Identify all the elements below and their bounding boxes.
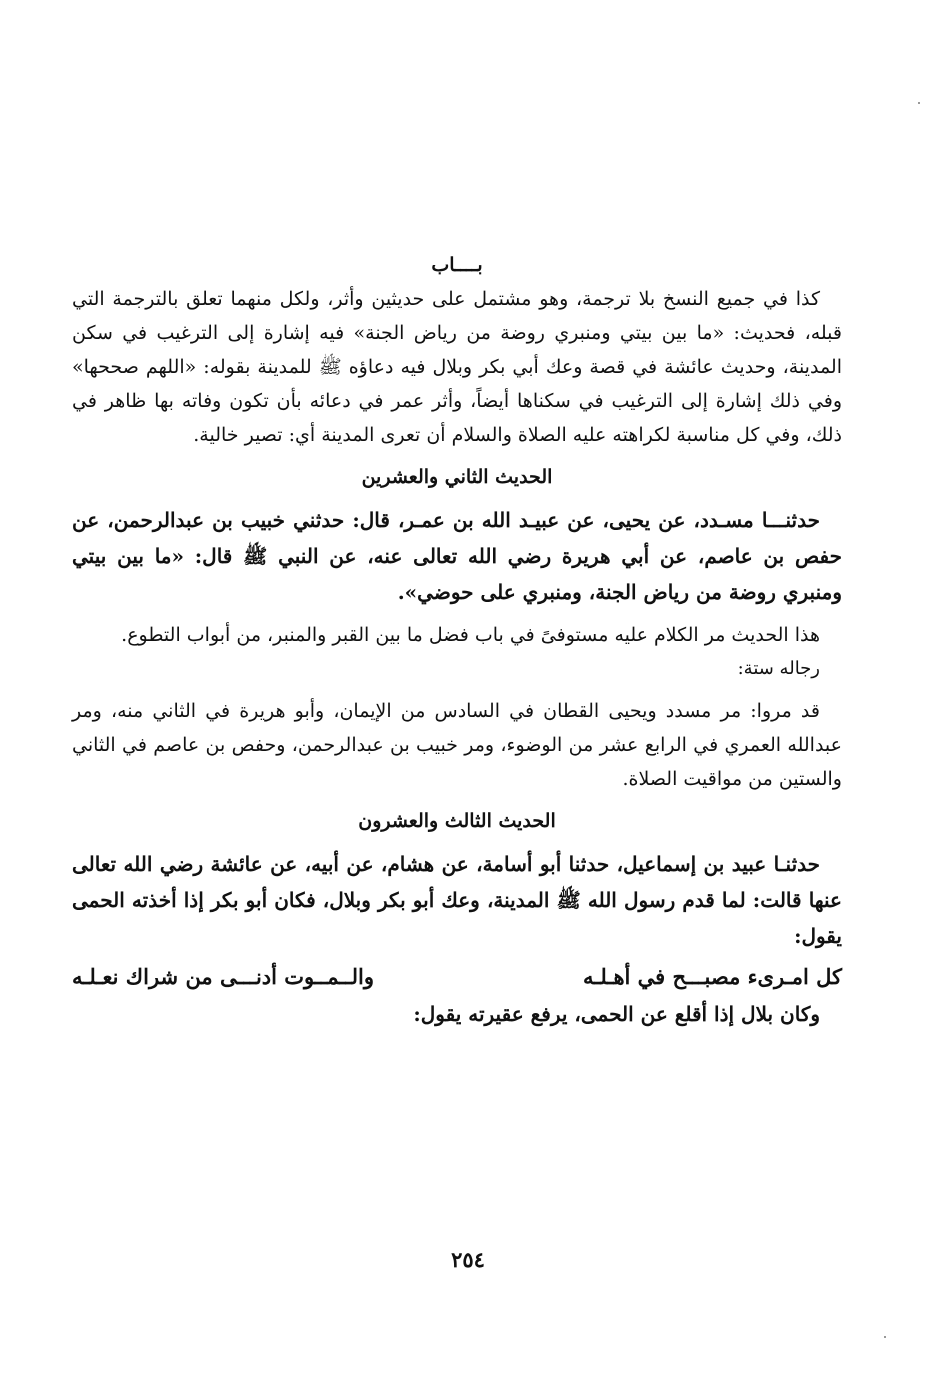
scan-speck [918, 102, 920, 104]
scan-speck [884, 1336, 886, 1338]
hadith-22-commentary: هذا الحديث مر الكلام عليه مستوفىً في باب فضل ما بين القبر والمنبر، من أبواب التطوع. [121, 624, 820, 646]
chapter-heading: بــــاب [431, 254, 483, 276]
hadith-23-text: حدثنـا عبيد بن إسماعيل، حدثنا أبو أسامة، عن هشام، عن أبيه، عن عائشة رضي الله تعالى عنها قالت: لما قدم رسول الله ﷺ المدينة، وعك أبو بكر وبلال، فكان أبو بكر إذا أخذته الحمى يقول: [72, 852, 842, 948]
verse-line [72, 958, 842, 996]
hadith-23-heading: الحديث الثالث والعشرون [358, 810, 556, 832]
verse-second-hemistich: والــمــوت أدنـــى من شراك نعـلـه [72, 964, 375, 989]
hadith-22-text: حدثنـــا مسـدد، عن يحيى، عن عبيـد الله بن عمـر، قال: حدثني خبيب بن عبدالرحمن، عن حفص بن عاصم، عن أبي هريرة رضي الله تعالى عنه، عن النبي ﷺ قال: «ما بين بيتي ومنبري روضة من رياض الجنة، ومنبري على حوضي». [72, 508, 842, 604]
verse-first-hemistich: كل امـرىء مصبـــح في أهـلـه [582, 964, 842, 989]
intro-paragraph: كذا في جميع النسخ بلا ترجمة، وهو مشتمل على حديثين وأثر، ولكل منهما تعلق بالترجمة التي قبله، فحديث: «ما بين بيتي ومنبري روضة من رياض الجنة» فيه إشارة إلى الترغيب في سكن المدينة، وحديث عائشة في قصة وعك أبي بكر وبلال فيه دعاؤه ﷺ للمدينة بقوله: «اللهم صححها» وفي ذلك إشارة إلى الترغيب في سكناها أيضاً، وأثر عمر في دعائه بأن تكون وفاته بها ظاهر في ذلك، وفي كل مناسبة لكراهته عليه الصلاة والسلام أن تعرى المدينة أي: تصير خالية. [72, 288, 842, 446]
narrators-label: رجاله ستة: [737, 658, 820, 679]
hadith-22-heading: الحديث الثاني والعشرين [361, 466, 553, 488]
page-number: ٢٥٤ [451, 1247, 485, 1272]
page-content [72, 248, 842, 1032]
narrators-paragraph: قد مروا: مر مسدد ويحيى القطان في السادس من الإيمان، وأبو هريرة في الثاني منه، ومر عبدالله العمري في الرابع عشر من الوضوء، ومر خبيب بن عبدالرحمن، وحفص بن عاصم في الثاني والستين من مواقيت الصلاة. [72, 700, 842, 790]
hadith-23-after-verse: وكان بلال إذا أقلع عن الحمى، يرفع عقيرته يقول: [413, 1002, 820, 1026]
